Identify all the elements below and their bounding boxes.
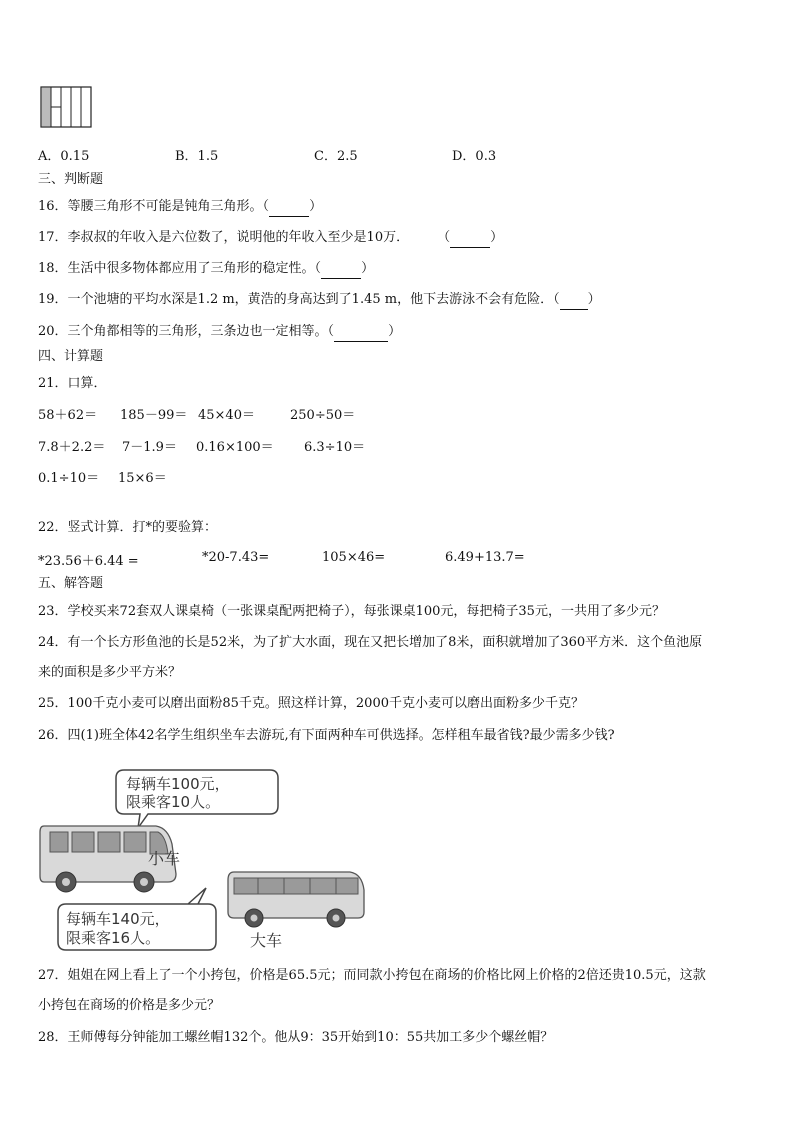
oral-item: 0.16×100＝ <box>196 440 274 455</box>
question-24-line2: 来的面积是多少平方米？ <box>38 665 182 680</box>
question-22: 22．竖式计算．打*的要验算： <box>38 520 218 535</box>
question-20: 20．三个角都相等的三角形，三条边也一定相等。（ ） <box>38 323 401 342</box>
choice-c[interactable]: C．2.5 <box>314 149 358 164</box>
question-27-line1: 27．姐姐在网上看上了一个小挎包，价格是65.5元；而同款小挎包在商场的价格比网上价格的2倍还贵10.5元，这款 <box>38 968 706 983</box>
oral-item: 45×40＝ <box>198 408 255 423</box>
question-18: 18．生活中很多物体都应用了三角形的稳定性。（ ） <box>38 260 374 279</box>
question-23: 23．学校买来72套双人课桌椅（一张课桌配两把椅子），每张课桌100元，每把椅子35元，一共用了多少元？ <box>38 604 665 619</box>
section-heading-calculation: 四、计算题 <box>38 349 104 364</box>
question-21: 21．口算． <box>38 376 107 391</box>
question-16: 16．等腰三角形不可能是钝角三角形。（ ） <box>38 198 322 217</box>
oral-item: 7.8＋2.2＝ <box>38 440 106 455</box>
fraction-bar-figure <box>40 86 92 128</box>
small-bus-price: 每辆车100元， <box>126 775 230 793</box>
oral-item: 7－1.9＝ <box>122 440 177 455</box>
choice-b[interactable]: B．1.5 <box>175 149 219 164</box>
big-bus-price: 每辆车140元， <box>66 910 170 928</box>
oral-item: 185－99＝ <box>120 408 188 423</box>
oral-item: 0.1÷10＝ <box>38 471 100 486</box>
section-heading-solutions: 五、解答题 <box>38 576 104 591</box>
oral-item: 58＋62＝ <box>38 408 98 423</box>
answer-blank[interactable] <box>269 198 309 217</box>
answer-blank[interactable] <box>560 291 588 310</box>
oral-item: 15×6＝ <box>118 471 167 486</box>
answer-blank[interactable] <box>334 323 388 342</box>
question-26: 26．四(1)班全体42名学生组织坐车去游玩,有下面两种车可供选择。怎样租车最省钱?最少需多少钱? <box>38 728 615 743</box>
question-17: 17．李叔叔的年收入是六位数了，说明他的年收入至少是10万． （ ） <box>38 229 503 248</box>
question-24-line1: 24．有一个长方形鱼池的长是52米，为了扩大水面，现在又把长增加了8米，面积就增加了360平方米．这个鱼池原 <box>38 635 703 650</box>
vertical-item: 105×46= <box>322 550 386 565</box>
answer-blank[interactable] <box>450 229 490 248</box>
small-bus-capacity: 限乘客10人。 <box>126 793 221 811</box>
big-bus-icon <box>228 872 364 927</box>
answer-blank[interactable] <box>321 260 361 279</box>
choice-d[interactable]: D．0.3 <box>452 149 497 164</box>
oral-item: 6.3÷10＝ <box>304 440 366 455</box>
big-bus-label: 大车 <box>250 931 283 950</box>
question-25: 25．100千克小麦可以磨出面粉85千克。照这样计算，2000千克小麦可以磨出面粉多少千克？ <box>38 696 584 711</box>
big-bus-capacity: 限乘客16人。 <box>66 929 161 947</box>
choice-a[interactable]: A．0.15 <box>38 149 90 164</box>
question-28: 28．王师傅每分钟能加工螺丝帽132个。他从9：35开始到10：55共加工多少个螺丝帽？ <box>38 1030 554 1045</box>
question-19: 19．一个池塘的平均水深是1.2 m，黄浩的身高达到了1.45 m，他下去游泳不会有危险．（ ） <box>38 291 601 310</box>
vertical-item: *23.56＋6.44 = <box>38 554 139 569</box>
bus-illustration <box>38 762 370 952</box>
section-heading-judgement: 三、判断题 <box>38 172 104 187</box>
oral-item: 250÷50＝ <box>290 408 356 423</box>
question-27-line2: 小挎包在商场的价格是多少元？ <box>38 998 221 1013</box>
vertical-item: *20-7.43= <box>202 550 270 565</box>
vertical-item: 6.49+13.7= <box>445 550 525 565</box>
small-bus-label: 小车 <box>148 849 181 868</box>
